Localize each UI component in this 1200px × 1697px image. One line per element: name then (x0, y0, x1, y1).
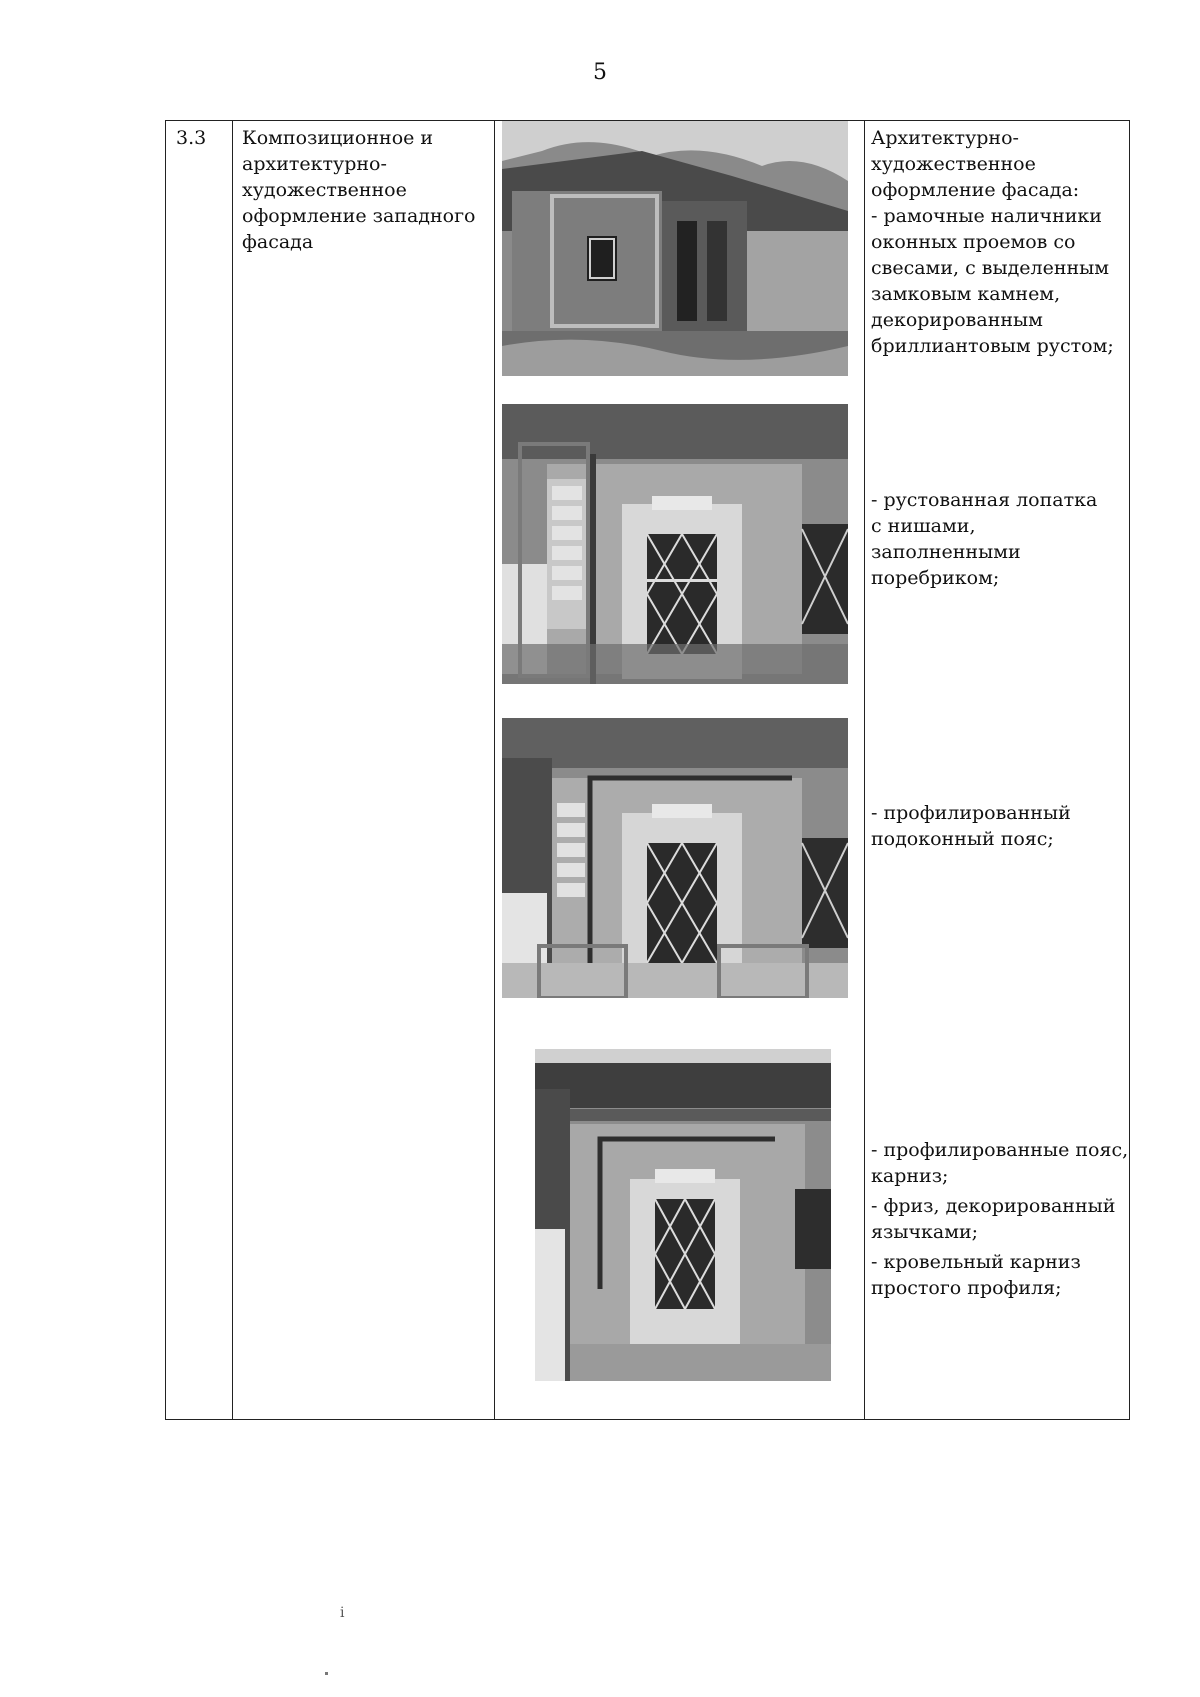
description-line: заполненными (871, 541, 1021, 563)
column-divider (864, 121, 865, 1419)
description-line: бриллиантовым рустом; (871, 335, 1114, 357)
element-title: Композиционное и архитектурно-художественное оформление западного фасада (242, 127, 476, 253)
description-line: карниз; (871, 1165, 949, 1187)
column-divider (494, 121, 495, 1419)
description-block-3 (871, 800, 1129, 852)
sill-belt-photo (502, 718, 848, 998)
description-line: - фриз, декорированный (871, 1195, 1116, 1217)
description-line: оконных проемов со (871, 231, 1076, 253)
description-block-2 (871, 487, 1129, 591)
description-line: декорированным (871, 309, 1043, 331)
cornice-frieze-photo (535, 1049, 831, 1381)
description-block-4 (871, 1137, 1129, 1301)
description-line: с нишами, (871, 515, 976, 537)
scan-speck (325, 1672, 328, 1675)
description-line: - профилированный (871, 802, 1071, 824)
description-line: художественное (871, 153, 1036, 175)
description-block-1 (871, 125, 1129, 359)
scan-speck: ⅰ (340, 1605, 345, 1621)
description-line: подоконный пояс; (871, 828, 1054, 850)
description-line: простого профиля; (871, 1277, 1062, 1299)
description-line: язычками; (871, 1221, 979, 1243)
west-facade-overview-photo (502, 121, 848, 376)
page-number: 5 (593, 60, 607, 85)
description-line: - рамочные наличники (871, 205, 1102, 227)
description-line: свесами, с выделенным (871, 257, 1110, 279)
heritage-table (165, 120, 1130, 1420)
description-line: оформление фасада: (871, 179, 1080, 201)
description-line: - рустованная лопатка (871, 489, 1098, 511)
rusticated-pilaster-photo (502, 404, 848, 684)
description-line: замковым камнем, (871, 283, 1061, 305)
description-line: - кровельный карниз (871, 1251, 1081, 1273)
description-line: - профилированные пояс, (871, 1139, 1129, 1161)
description-line: поребриком; (871, 567, 1000, 589)
column-divider (232, 121, 233, 1419)
description-line: Архитектурно- (871, 127, 1019, 149)
row-number: 3.3 (176, 127, 207, 149)
